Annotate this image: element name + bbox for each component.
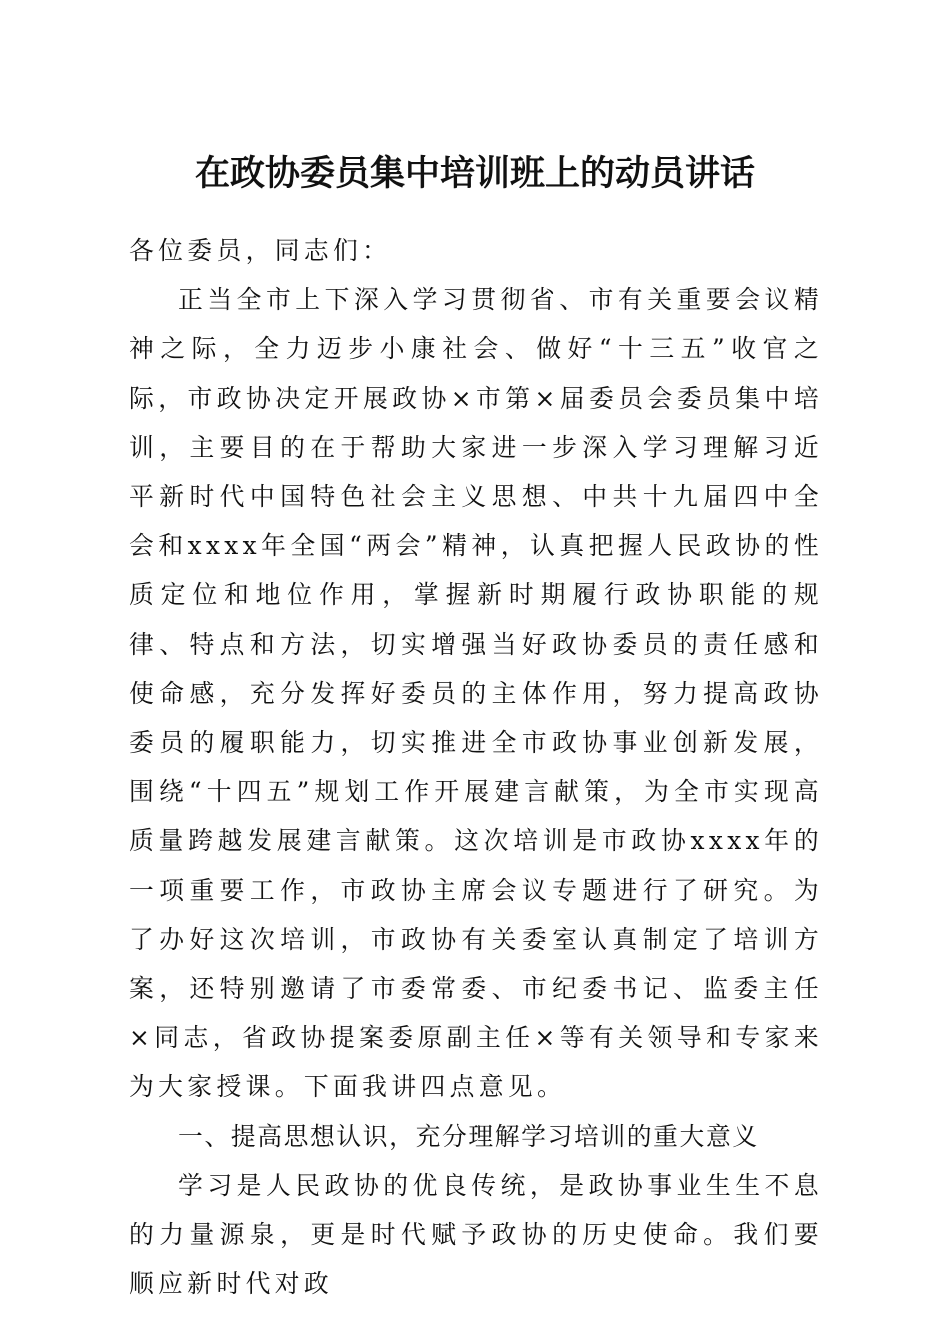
salutation: 各位委员，同志们： — [129, 236, 392, 265]
paragraph-intro: 正当全市上下深入学习贯彻省、市有关重要会议精神之际，全力迈步小康社会、做好“十三五”收官之际，市政协决定开展政协×市第×届委员会委员集中培训，主要目的在于帮助大家进一步深入学习理解习近平新时代中国特色社会主义思想、中共十九届四中全会和xxxx年全国“两会”精神，认真把握人民政协的性质定位和地位作用，掌握新时期履行政协职能的规律、特点和方法，切实增强当好政协委员的责任感和使命感，充分发挥好委员的主体作用，努力提高政协委员的履职能力，切实推进全市政协事业创新发展，围绕“十四五”规划工作开展建言献策，为全市实现高质量跨越发展建言献策。这次培训是市政协xxxx年的一项重要工作，市政协主席会议专题进行了研究。为了办好这次培训，市政协有关委室认真制定了培训方案，还特别邀请了市委常委、市纪委书记、监委主任×同志，省政协提案委原副主任×等有关领导和专家来为大家授课。下面我讲四点意见。 — [129, 285, 823, 1102]
section-heading: 一、提高思想认识，充分理解学习培训的重大意义 — [178, 1121, 759, 1151]
document-body — [129, 226, 823, 1308]
document-title: 在政协委员集中培训班上的动员讲话 — [194, 154, 755, 194]
paragraph-section-1: 学习是人民政协的优良传统，是政协事业生生不息的力量源泉，更是时代赋予政协的历史使命。我们要顺应新时代对政 — [129, 1170, 823, 1299]
